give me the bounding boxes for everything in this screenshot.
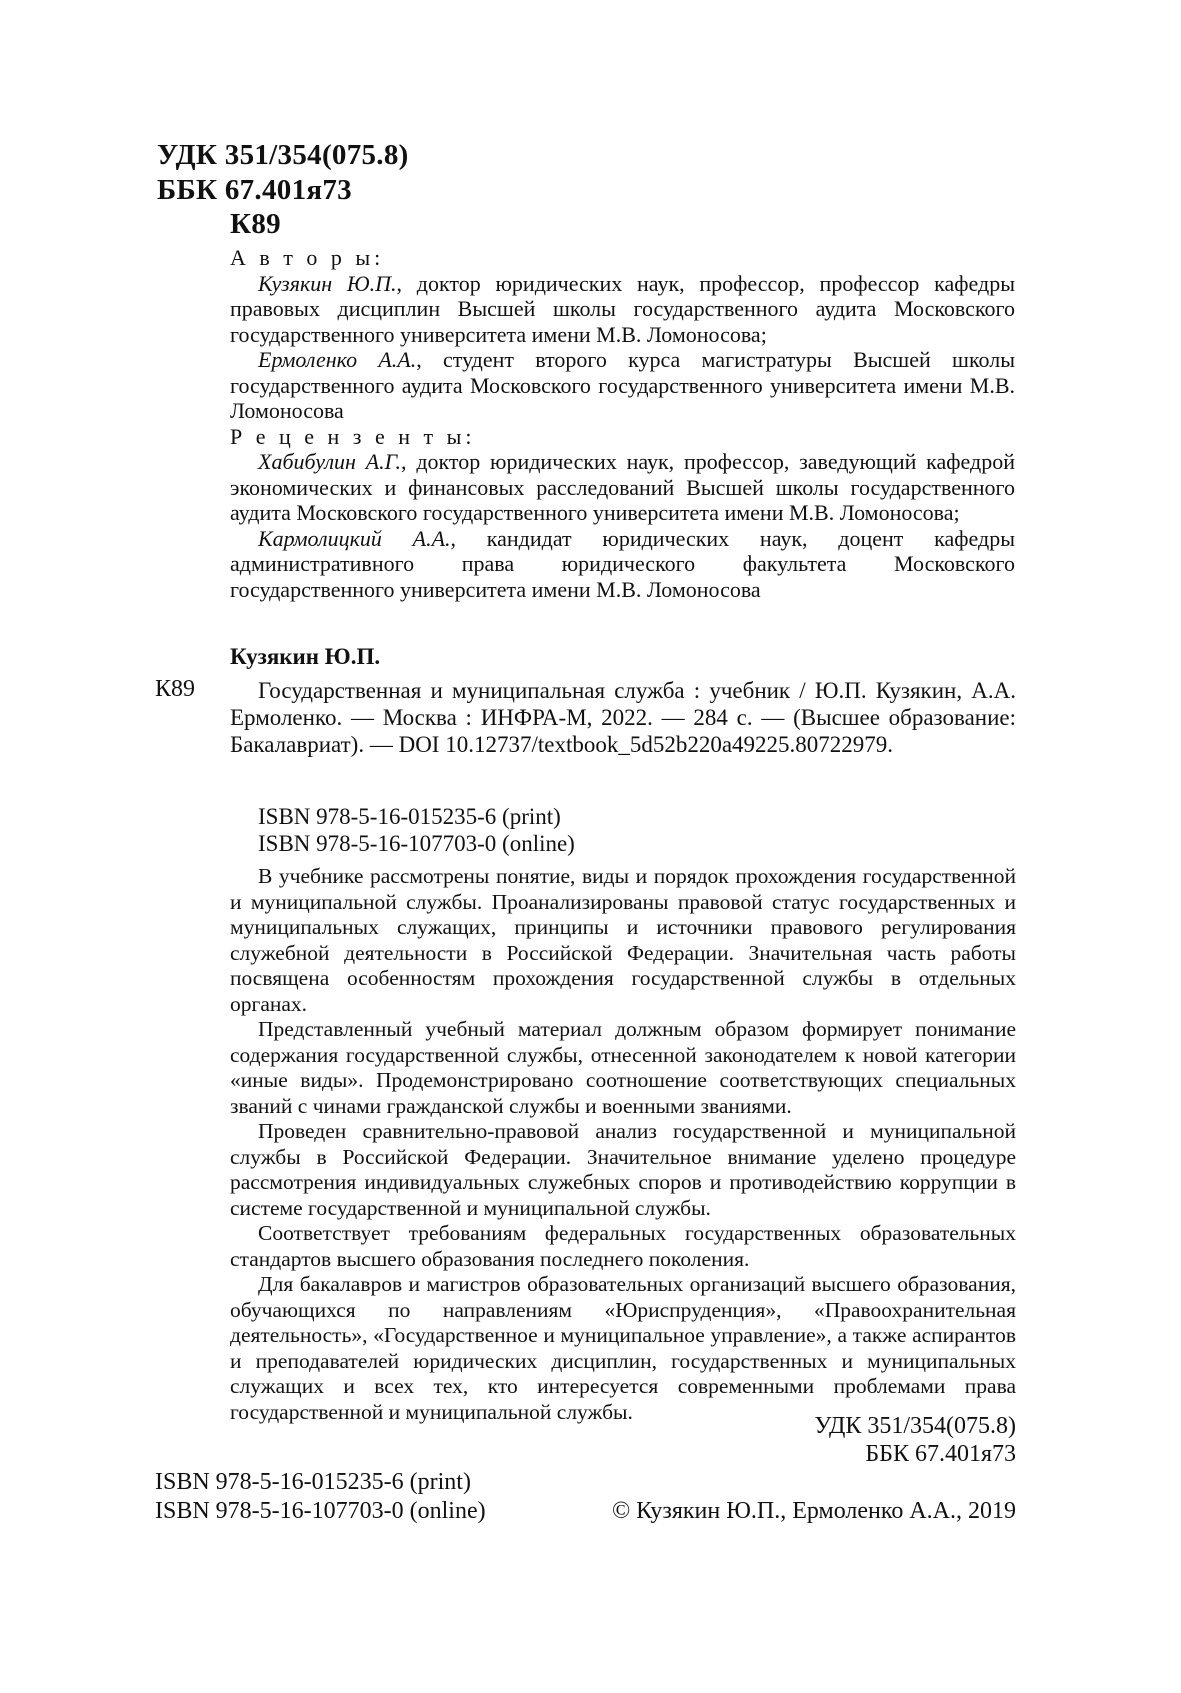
isbn-print: ISBN 978-5-16-015235-6 (print): [258, 804, 561, 829]
isbn-online: ISBN 978-5-16-107703-0 (online): [258, 831, 575, 856]
authors-label: А в т о р ы:: [230, 245, 385, 270]
abstract-paragraph: Соответствует требованиям федеральных государственных образовательных стандартов высшего образования последнего поколения.: [230, 1221, 1016, 1271]
reviewer-description: , доктор юридических наук, профессор, заведующий кафедрой экономических и финансовых расследований Высшей школы государственного аудита Московского государственного университета имени М.В. Ломоносова;: [230, 449, 1016, 525]
footer-isbn-print: ISBN 978-5-16-015235-6 (print): [155, 1469, 471, 1495]
bibliographic-description: Государственная и муниципальная служба : учебник / Ю.П. Кузякин, А.А. Ермоленко. — Москва : ИНФРА-М, 2022. — 284 с. — (Высшее образование: Бакалавриат). — DOI 10.12737/textbook_5d52b220a49225.80722979.: [230, 678, 1016, 757]
abstract: [230, 864, 1016, 1425]
footer-codes: [814, 1412, 1016, 1468]
copyright-notice: © Кузякин Ю.П., Ермоленко А.А., 2019: [611, 1498, 1016, 1524]
reviewer-description: , кандидат юридических наук, доцент кафедры административного права юридического факультета Московского государственного университета имени М.В. Ломоносова: [230, 525, 1015, 602]
abstract-paragraph: В учебнике рассмотрены понятие, виды и порядок прохождения государственной и муниципальной службы. Проанализированы правовой статус государственных и муниципальных служащих, принципы и источники правового регулирования служебной деятельности в Российской Федерации. Значительная часть работы посвящена особенностям прохождения государственной службы в отдельных органах.: [230, 864, 1016, 1016]
footer-isbn-block: [155, 1468, 486, 1526]
abstract-paragraph: Представленный учебный материал должным образом формирует понимание содержания государственной службы, отнесенной законодателем к новой категории «иные виды». Продемонстрировано соотношение соответствующих специальных званий с чинами гражданской службы и военными званиями.: [230, 1017, 1016, 1118]
udk-code: УДК 351/354(075.8): [157, 139, 409, 171]
footer-isbn-online: ISBN 978-5-16-107703-0 (online): [155, 1498, 486, 1524]
footer-udk: УДК 351/354(075.8): [814, 1413, 1016, 1439]
reviewer-entry: [230, 449, 1015, 526]
author-description: , студент второго курса магистратуры Высшей школы государственного аудита Московского государственного университета имени М.В. Ломоносова: [230, 347, 1016, 423]
author-entry: [230, 271, 1015, 348]
footer-bbk: ББК 67.401я73: [865, 1441, 1016, 1467]
reviewer-name: Кармолицкий А.А.: [258, 525, 451, 551]
catalog-author-heading: Кузякин Ю.П.: [230, 644, 381, 669]
reviewers-label: Р е ц е н з е н т ы:: [230, 423, 476, 449]
author-entry: [230, 347, 1015, 424]
author-name: Ермоленко А.А.: [258, 347, 417, 372]
catalog-side-code: К89: [155, 676, 196, 702]
abstract-paragraph: Для бакалавров и магистров образовательных организаций высшего образования, обучающихся по направлениям «Юриспруденция», «Правоохранительная деятельность», «Государственное и муниципальное управление», а также аспирантов и преподавателей юридических дисциплин, государственных и муниципальных служащих и всех тех, кто интересуется современными проблемами права государственной и муниципальной службы.: [230, 1272, 1016, 1424]
author-sign-code: К89: [230, 208, 281, 240]
reviewer-name: Хабибулин А.Г.: [258, 449, 402, 474]
credits-block: [230, 245, 1015, 602]
abstract-paragraph: Проведен сравнительно-правовой анализ государственной и муниципальной службы в Российской Федерации. Значительное внимание уделено процедуре рассмотрения индивидуальных служебных споров и противодействию коррупции в системе государственной и муниципальной службы.: [230, 1119, 1016, 1220]
reviewer-entry: [230, 526, 1015, 603]
bbk-code: ББК 67.401я73: [157, 174, 352, 206]
isbn-block: [258, 803, 575, 857]
author-description: , доктор юридических наук, профессор, профессор кафедры правовых дисциплин Высшей школы государственного аудита Московского государственного университета имени М.В. Ломоносова;: [230, 270, 1016, 347]
author-name: Кузякин Ю.П.: [258, 270, 397, 296]
